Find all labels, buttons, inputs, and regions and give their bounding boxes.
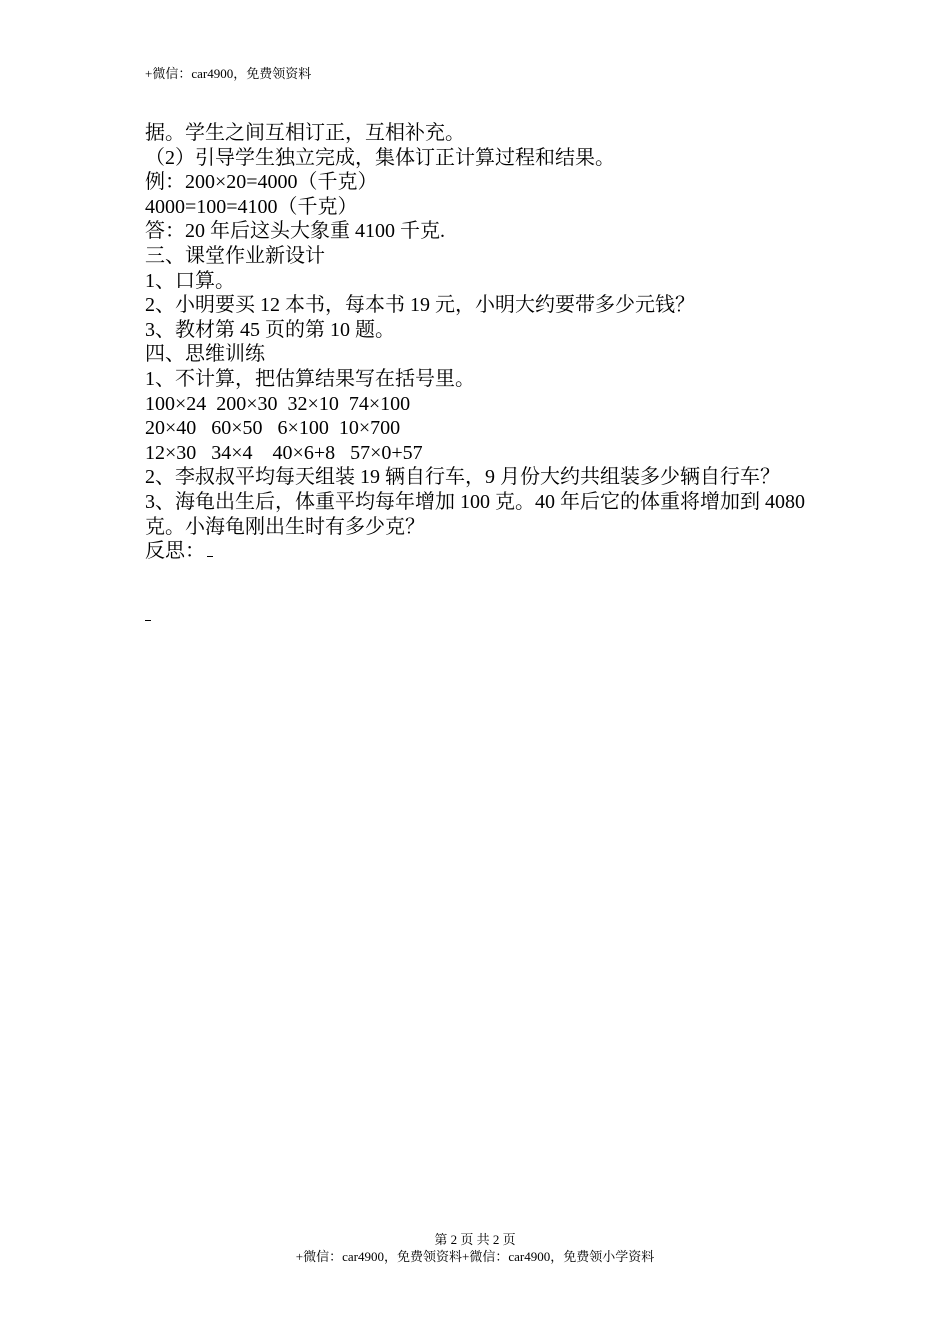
example-line: 4000=100=4100（千克） xyxy=(145,195,358,218)
page-header: +微信：car4900，免费领资料 xyxy=(145,66,312,81)
exercise-item: 2、小明要买 12 本书，每本书 19 元，小明大约要带多少元钱？ xyxy=(145,294,695,317)
answer-line: 答：20 年后这头大象重 4100 千克. xyxy=(145,220,445,243)
example-line: 例：200×20=4000（千克） xyxy=(145,171,378,194)
exercise-item: 3、教材第 45 页的第 10 题。 xyxy=(145,318,395,341)
exercise-item: 1、不计算，把估算结果写在括号里。 xyxy=(145,367,475,390)
math-row: 12×30 34×4 40×6+8 57×0+57 xyxy=(145,441,423,464)
trailing-underline xyxy=(145,606,151,621)
reflection-blank xyxy=(207,540,213,557)
exercise-item: 2、李叔叔平均每天组装 19 辆自行车，9 月份大约共组装多少辆自行车？ xyxy=(145,466,780,489)
document-body xyxy=(145,121,815,564)
math-row: 100×24 200×30 32×10 74×100 xyxy=(145,392,411,415)
text-line: （2）引导学生独立完成，集体订正计算过程和结果。 xyxy=(145,146,615,169)
page-number: 第 2 页 共 2 页 xyxy=(434,1232,516,1247)
section-heading: 四、思维训练 xyxy=(145,343,265,366)
page-footer: +微信：car4900，免费领资料+微信：car4900，免费领小学资料 xyxy=(295,1249,655,1264)
exercise-item: 3、海龟出生后，体重平均每年增加 100 克。40 年后它的体重将增加到 4080 克。小海龟刚出生时有多少克？ xyxy=(145,490,805,538)
reflection-label: 反思： xyxy=(145,540,205,563)
section-heading: 三、课堂作业新设计 xyxy=(145,244,325,267)
text-line: 据。学生之间互相订正，互相补充。 xyxy=(145,122,465,144)
reflection-row xyxy=(145,539,815,564)
exercise-item: 1、口算。 xyxy=(145,269,235,292)
math-row: 20×40 60×50 6×100 10×700 xyxy=(145,417,401,440)
